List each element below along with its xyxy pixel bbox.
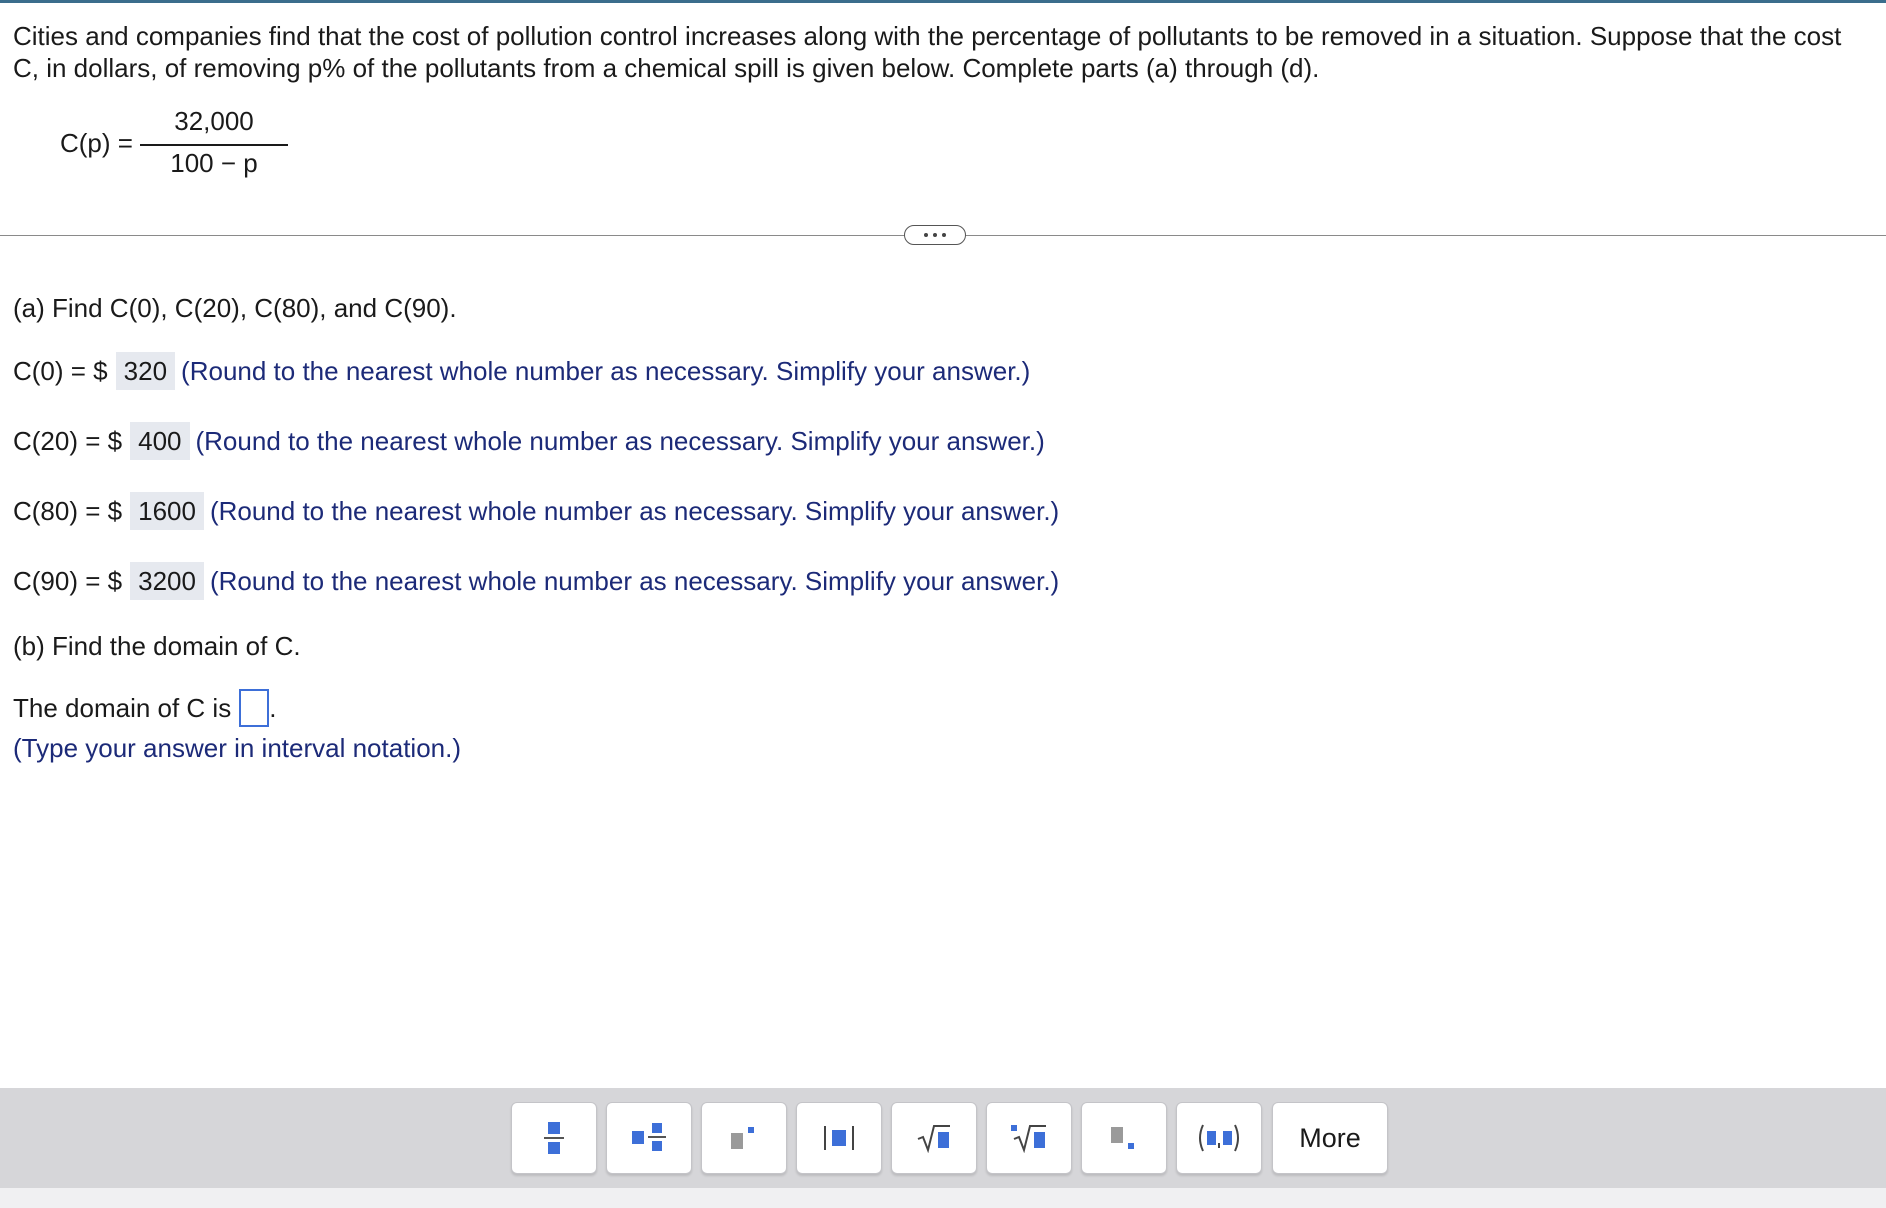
mixed-number-icon xyxy=(632,1120,666,1156)
domain-row xyxy=(13,689,276,727)
nth-root-button[interactable] xyxy=(986,1102,1072,1174)
ellipsis-dot xyxy=(942,233,946,237)
domain-input[interactable] xyxy=(239,689,269,727)
answer-box-c90[interactable]: 3200 xyxy=(130,562,204,600)
answer-row-c90 xyxy=(13,562,1059,600)
top-accent-line xyxy=(0,0,1886,3)
subscript-icon xyxy=(1111,1123,1137,1153)
answer-hint: (Round to the nearest whole number as necessary. Simplify your answer.) xyxy=(181,356,1031,386)
answer-box-c0[interactable]: 320 xyxy=(116,352,175,390)
answer-label: C(80) = $ xyxy=(13,496,123,526)
fraction-icon xyxy=(544,1120,564,1156)
answer-label: C(90) = $ xyxy=(13,566,123,596)
formula-lhs: C(p) = xyxy=(60,128,133,158)
part-a-prompt: (a) Find C(0), C(20), C(80), and C(90). xyxy=(13,293,457,323)
nth-root-icon xyxy=(1011,1123,1047,1153)
more-button[interactable]: More xyxy=(1272,1102,1388,1174)
domain-label: The domain of C is xyxy=(13,693,232,723)
square-root-icon xyxy=(917,1123,951,1153)
formula-denominator: 100 − p xyxy=(170,148,258,178)
ellipsis-dot xyxy=(933,233,937,237)
domain-hint: (Type your answer in interval notation.) xyxy=(13,733,461,763)
subscript-button[interactable] xyxy=(1081,1102,1167,1174)
toolbar-footer xyxy=(0,1188,1886,1208)
answer-hint: (Round to the nearest whole number as necessary. Simplify your answer.) xyxy=(209,496,1060,526)
formula-numerator: 32,000 xyxy=(174,106,254,136)
answer-row-c0 xyxy=(13,352,1030,390)
part-b-prompt: (b) Find the domain of C. xyxy=(13,631,301,661)
mixed-number-button[interactable] xyxy=(606,1102,692,1174)
exponent-icon xyxy=(731,1123,757,1153)
fraction-bar xyxy=(140,144,288,146)
question-text: Cities and companies find that the cost of pollution control increases along with the percentage of pollutants to be removed in a situation. Suppose that the cost C, in dollars, of removing p% of the pollutants from a chemical spill is given below. Complete parts (a) through (d). xyxy=(13,21,1842,83)
answer-label: C(0) = $ xyxy=(13,356,108,386)
ordered-pair-button[interactable] xyxy=(1176,1102,1262,1174)
ordered-pair-icon xyxy=(1197,1123,1241,1153)
answer-row-c20 xyxy=(13,422,1045,460)
fraction-button[interactable] xyxy=(511,1102,597,1174)
answer-label: C(20) = $ xyxy=(13,426,123,456)
answer-hint: (Round to the nearest whole number as necessary. Simplify your answer.) xyxy=(195,426,1045,456)
domain-suffix: . xyxy=(269,693,277,723)
answer-row-c80 xyxy=(13,492,1059,530)
answer-hint: (Round to the nearest whole number as necessary. Simplify your answer.) xyxy=(209,566,1060,596)
exponent-button[interactable] xyxy=(701,1102,787,1174)
ellipsis-dot xyxy=(924,233,928,237)
answer-box-c80[interactable]: 1600 xyxy=(130,492,204,530)
answer-box-c20[interactable]: 400 xyxy=(130,422,189,460)
math-toolbar xyxy=(0,1088,1886,1188)
expand-question-button[interactable] xyxy=(904,225,966,245)
absolute-value-icon xyxy=(823,1123,855,1153)
absolute-value-button[interactable] xyxy=(796,1102,882,1174)
square-root-button[interactable] xyxy=(891,1102,977,1174)
